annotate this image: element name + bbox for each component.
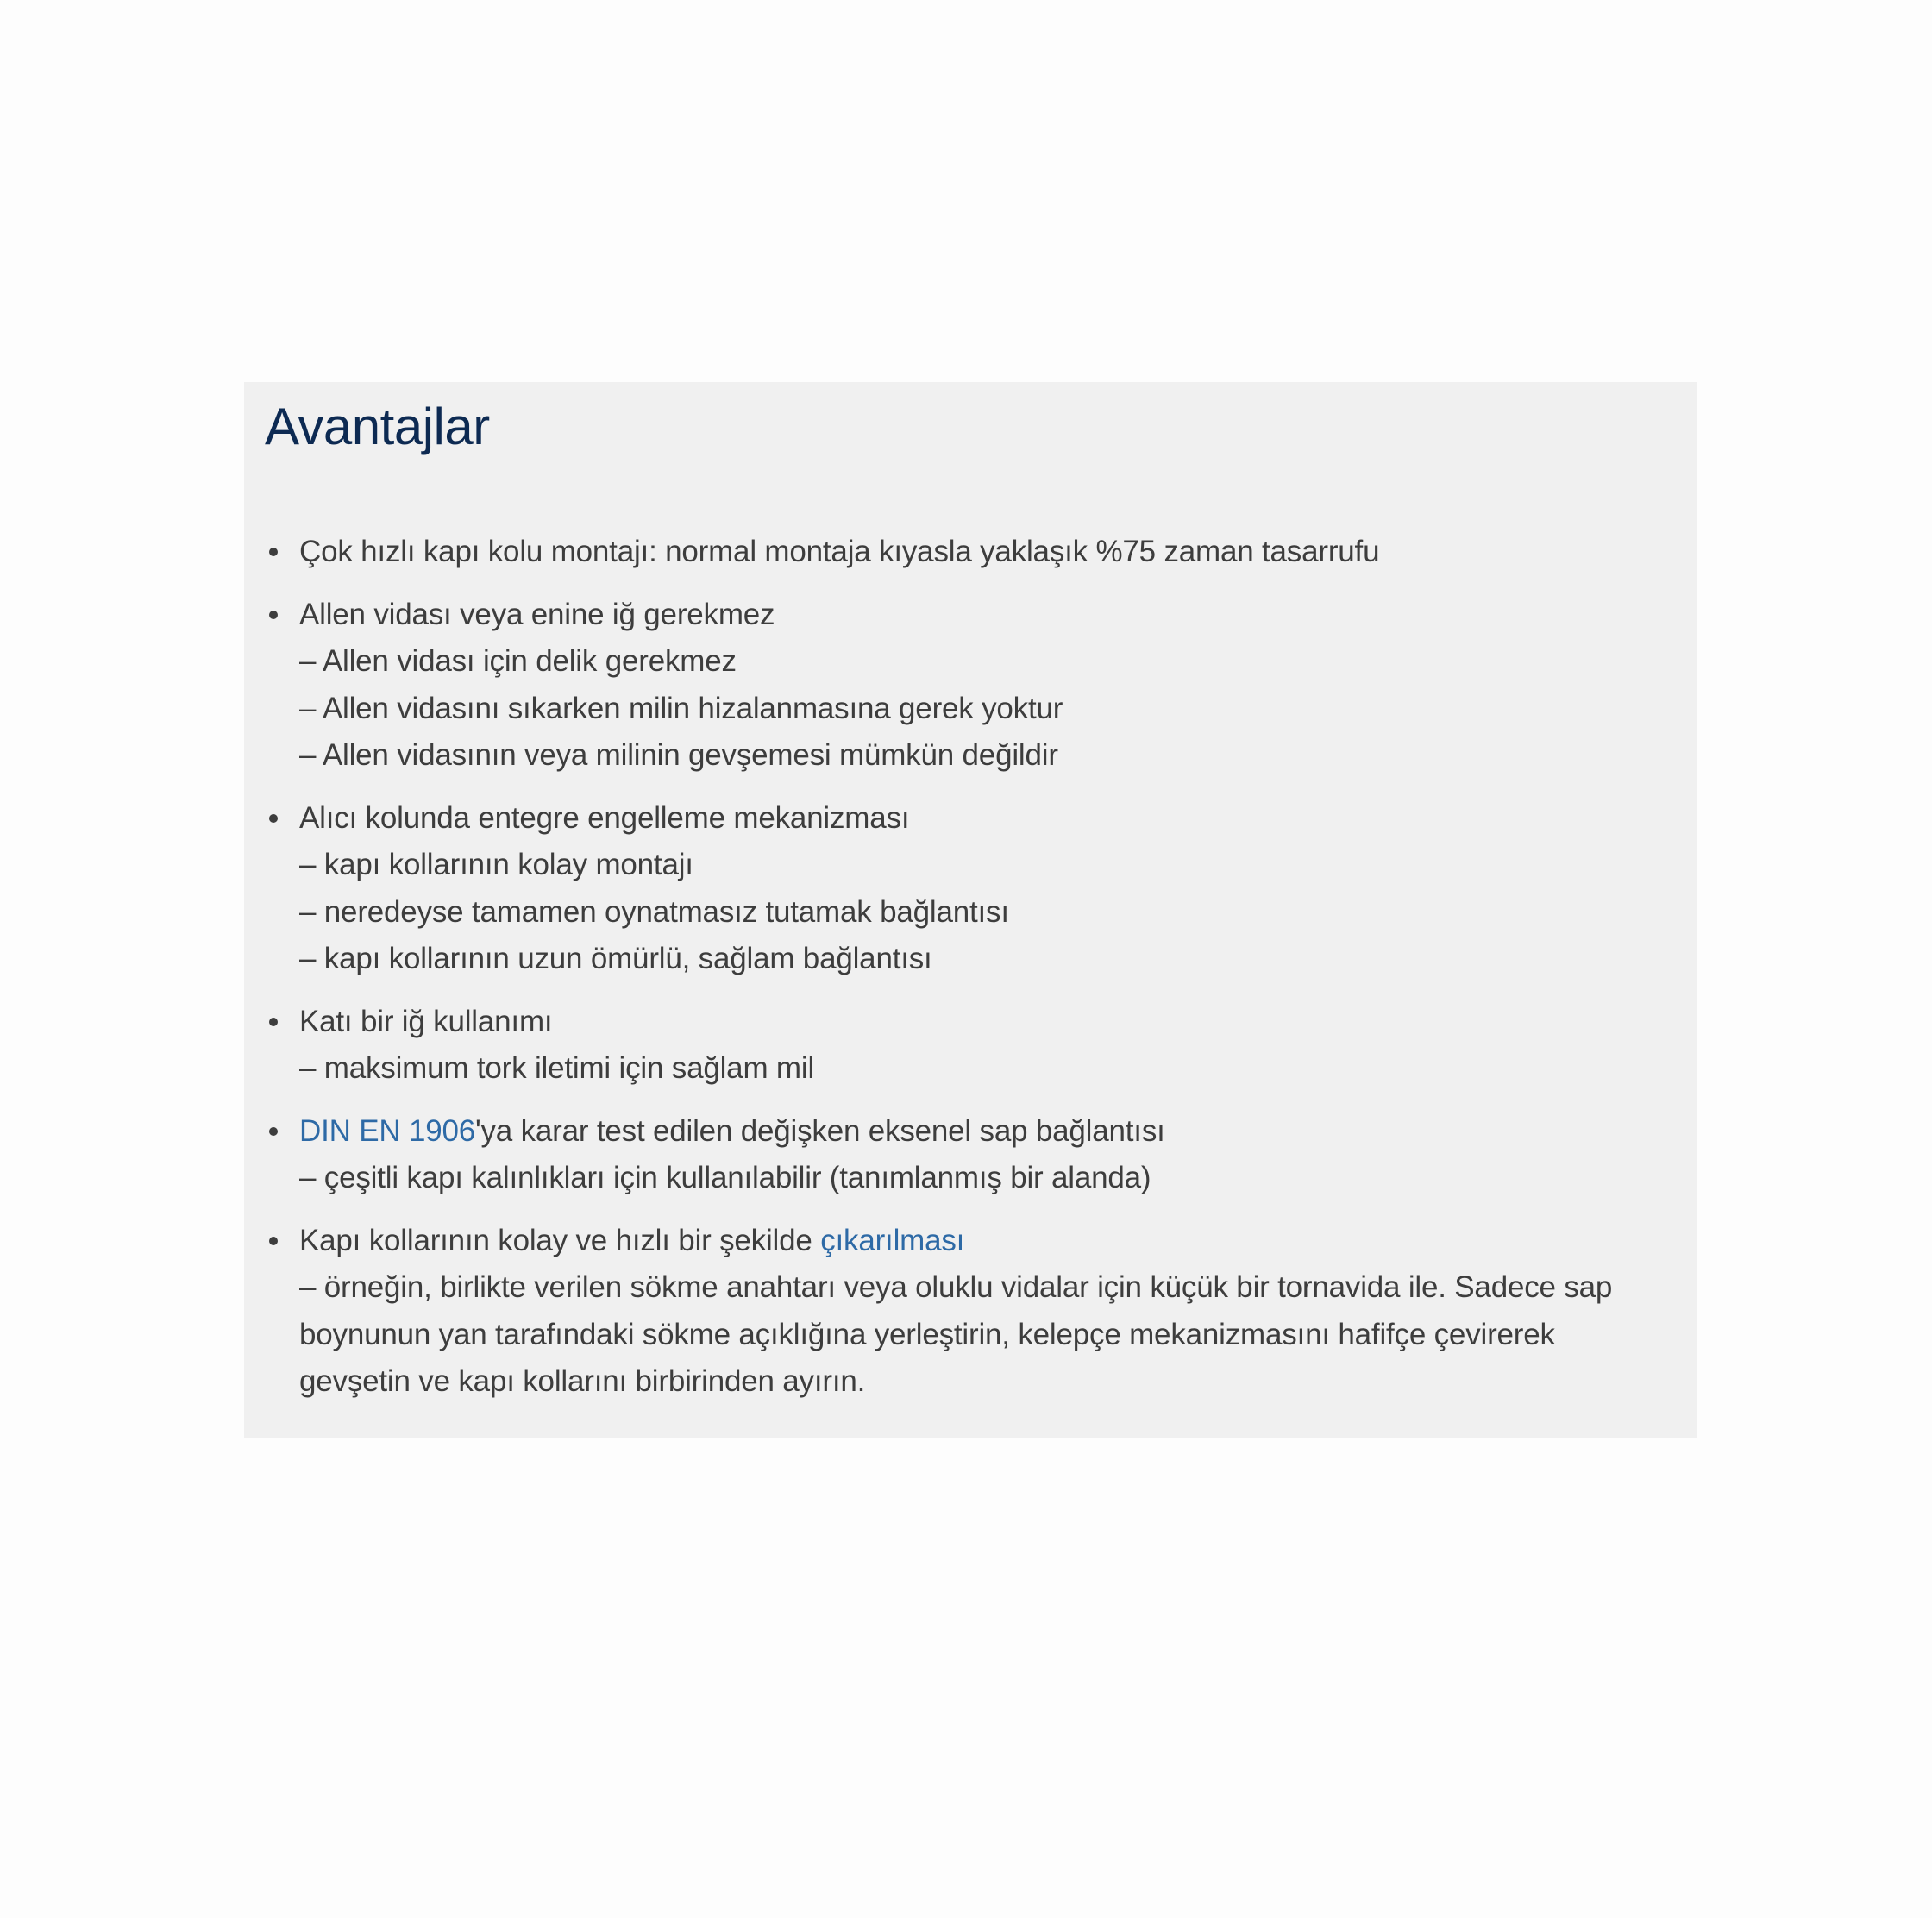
sub-item: – neredeyse tamamen oynatmasız tutamak bağlantısı [299, 894, 1009, 929]
list-item [265, 999, 1677, 1093]
list-item [265, 592, 1677, 780]
item-text-before-link: Kapı kollarının kolay ve hızlı bir şekilde [299, 1223, 821, 1257]
sub-item: – maksimum tork iletimi için sağlam mil [299, 1051, 815, 1085]
list-item [265, 529, 1677, 576]
sub-item: – kapı kollarının uzun ömürlü, sağlam bağlantısı [299, 942, 932, 975]
din-en-1906-link[interactable]: DIN EN 1906 [299, 1113, 476, 1148]
bullet-icon [269, 1237, 278, 1245]
bullet-icon [269, 548, 278, 556]
sub-item: – Allen vidasını sıkarken milin hizalanmasına gerek yoktur [299, 691, 1063, 725]
benefits-list [265, 529, 1677, 1406]
sub-item: – Allen vidası için delik gerekmez [299, 644, 737, 678]
advantages-panel [244, 382, 1697, 1438]
item-text: Allen vidası veya enine iğ gerekmez [299, 597, 775, 631]
item-text-after-link: 'ya karar test edilen değişken eksenel sap bağlantısı [475, 1113, 1165, 1148]
bullet-icon [269, 1018, 278, 1026]
sub-item: – kapı kollarının kolay montajı [299, 848, 693, 881]
bullet-icon [269, 611, 278, 619]
item-text: Çok hızlı kapı kolu montajı: normal montaja kıyasla yaklaşık %75 zaman tasarrufu [299, 535, 1380, 568]
list-item [265, 1108, 1677, 1202]
item-text [299, 1108, 1677, 1156]
removal-link[interactable]: çıkarılması [820, 1223, 965, 1257]
item-text [299, 1218, 1677, 1265]
bullet-icon [269, 814, 278, 823]
item-text: Katı bir iğ kullanımı [299, 1004, 553, 1038]
item-text: Alıcı kolunda entegre engelleme mekanizması [299, 800, 910, 835]
sub-item: – çeşitli kapı kalınlıkları için kullanılabilir (tanımlanmış bir alanda) [299, 1161, 1151, 1194]
sub-item: – Allen vidasının veya milinin gevşemesi mümkün değildir [299, 738, 1058, 772]
list-item [265, 795, 1677, 983]
list-item [265, 1218, 1677, 1406]
section-title: Avantajlar [265, 398, 490, 455]
bullet-icon [269, 1127, 278, 1136]
sub-paragraph: – örneğin, birlikte verilen sökme anahtarı veya oluklu vidalar için küçük bir tornavida ile. Sadece sap boynunun yan tarafındaki sökme açıklığına yerleştirin, kelepçe mekanizmasını hafifçe çevirerek gevşetin ve kapı kollarını birbirinden ayırın. [299, 1270, 1613, 1398]
